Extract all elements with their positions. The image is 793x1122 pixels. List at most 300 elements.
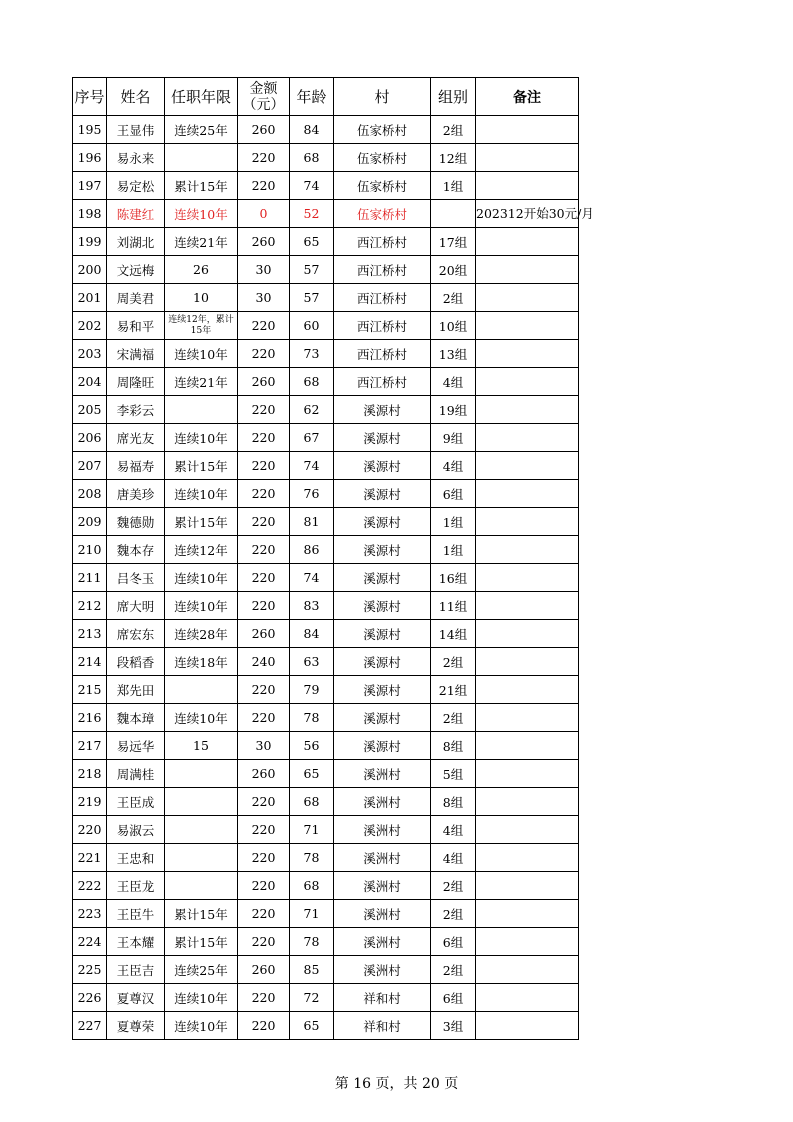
- cell-name: 王显伟: [107, 116, 165, 144]
- cell-name: 易远华: [107, 732, 165, 760]
- cell-tenure: 连续10年: [165, 1012, 238, 1040]
- table-row: [73, 284, 579, 312]
- cell-amount: 220: [238, 452, 290, 480]
- cell-village: 溪洲村: [334, 816, 431, 844]
- cell-group: 1组: [431, 536, 476, 564]
- cell-index: 207: [73, 452, 107, 480]
- header-note: 备注: [476, 78, 579, 116]
- cell-name: 宋满福: [107, 340, 165, 368]
- cell-tenure: 累计15年: [165, 172, 238, 200]
- cell-village: 溪源村: [334, 396, 431, 424]
- cell-tenure: [165, 144, 238, 172]
- cell-age: 72: [290, 984, 334, 1012]
- table-row: [73, 480, 579, 508]
- cell-amount: 260: [238, 956, 290, 984]
- cell-name: 王本耀: [107, 928, 165, 956]
- cell-amount: 220: [238, 788, 290, 816]
- table-row: [73, 536, 579, 564]
- cell-amount: 220: [238, 172, 290, 200]
- cell-note: [476, 452, 579, 480]
- cell-index: 196: [73, 144, 107, 172]
- table-row: [73, 844, 579, 872]
- cell-village: 溪源村: [334, 676, 431, 704]
- table-row: [73, 312, 579, 340]
- cell-index: 206: [73, 424, 107, 452]
- cell-note: [476, 396, 579, 424]
- cell-group: 2组: [431, 872, 476, 900]
- cell-note: [476, 760, 579, 788]
- cell-index: 220: [73, 816, 107, 844]
- cell-group: 2组: [431, 648, 476, 676]
- cell-note: [476, 256, 579, 284]
- cell-note: [476, 172, 579, 200]
- cell-index: 202: [73, 312, 107, 340]
- cell-index: 200: [73, 256, 107, 284]
- cell-note: [476, 228, 579, 256]
- cell-name: 席光友: [107, 424, 165, 452]
- cell-index: 219: [73, 788, 107, 816]
- header-index: 序号: [73, 78, 107, 116]
- cell-name: 席大明: [107, 592, 165, 620]
- cell-group: 1组: [431, 172, 476, 200]
- cell-amount: 220: [238, 480, 290, 508]
- cell-tenure: 15: [165, 732, 238, 760]
- table-row: [73, 592, 579, 620]
- cell-amount: 260: [238, 760, 290, 788]
- cell-amount: 220: [238, 900, 290, 928]
- table-row: [73, 900, 579, 928]
- table-row: [73, 732, 579, 760]
- cell-village: 西江桥村: [334, 368, 431, 396]
- cell-tenure: [165, 676, 238, 704]
- cell-name: 席宏东: [107, 620, 165, 648]
- cell-amount: 260: [238, 116, 290, 144]
- cell-age: 71: [290, 900, 334, 928]
- cell-tenure: [165, 396, 238, 424]
- cell-amount: 220: [238, 564, 290, 592]
- cell-village: 溪源村: [334, 424, 431, 452]
- cell-age: 60: [290, 312, 334, 340]
- cell-group: 19组: [431, 396, 476, 424]
- table-row: [73, 788, 579, 816]
- cell-group: 16组: [431, 564, 476, 592]
- cell-group: 20组: [431, 256, 476, 284]
- cell-age: 84: [290, 116, 334, 144]
- cell-name: 易永来: [107, 144, 165, 172]
- cell-tenure: 累计15年: [165, 928, 238, 956]
- cell-group: 3组: [431, 1012, 476, 1040]
- cell-amount: 220: [238, 1012, 290, 1040]
- cell-index: 225: [73, 956, 107, 984]
- cell-index: 221: [73, 844, 107, 872]
- cell-note: [476, 424, 579, 452]
- cell-village: 西江桥村: [334, 284, 431, 312]
- cell-tenure: 连续10年: [165, 340, 238, 368]
- cell-note: [476, 144, 579, 172]
- table-row: [73, 172, 579, 200]
- table-row: [73, 396, 579, 424]
- cell-note: [476, 956, 579, 984]
- cell-village: 溪洲村: [334, 956, 431, 984]
- cell-note: [476, 620, 579, 648]
- cell-index: 211: [73, 564, 107, 592]
- cell-index: 215: [73, 676, 107, 704]
- cell-village: 溪洲村: [334, 844, 431, 872]
- cell-tenure: [165, 788, 238, 816]
- cell-amount: 220: [238, 592, 290, 620]
- cell-village: 溪洲村: [334, 928, 431, 956]
- cell-tenure: 连续25年: [165, 116, 238, 144]
- cell-group: 4组: [431, 452, 476, 480]
- cell-age: 73: [290, 340, 334, 368]
- cell-tenure: 连续10年: [165, 592, 238, 620]
- cell-age: 65: [290, 1012, 334, 1040]
- cell-note: [476, 536, 579, 564]
- table-row: [73, 452, 579, 480]
- page-footer: 第 16 页，共 20 页: [334, 1076, 459, 1092]
- table-row: [73, 984, 579, 1012]
- table-row: [73, 648, 579, 676]
- roster-table: [72, 77, 594, 1040]
- cell-index: 212: [73, 592, 107, 620]
- cell-village: 祥和村: [334, 984, 431, 1012]
- cell-village: 溪源村: [334, 536, 431, 564]
- cell-note: [476, 844, 579, 872]
- cell-tenure: 连续10年: [165, 704, 238, 732]
- cell-age: 78: [290, 928, 334, 956]
- cell-note: 202312开始30元/月: [476, 200, 579, 228]
- cell-name: 王忠和: [107, 844, 165, 872]
- cell-name: 魏德勋: [107, 508, 165, 536]
- cell-tenure: 连续25年: [165, 956, 238, 984]
- cell-age: 68: [290, 788, 334, 816]
- cell-group: 4组: [431, 816, 476, 844]
- cell-tenure: 连续12年，累计15年: [165, 312, 238, 340]
- cell-name: 王臣龙: [107, 872, 165, 900]
- cell-index: 205: [73, 396, 107, 424]
- cell-group: 6组: [431, 928, 476, 956]
- cell-amount: 30: [238, 256, 290, 284]
- cell-village: 溪源村: [334, 480, 431, 508]
- cell-name: 夏尊荣: [107, 1012, 165, 1040]
- cell-group: 2组: [431, 900, 476, 928]
- cell-village: 伍家桥村: [334, 144, 431, 172]
- cell-age: 57: [290, 256, 334, 284]
- cell-group: [431, 200, 476, 228]
- cell-village: 溪源村: [334, 704, 431, 732]
- cell-group: 8组: [431, 788, 476, 816]
- cell-age: 68: [290, 368, 334, 396]
- cell-amount: 260: [238, 368, 290, 396]
- cell-index: 195: [73, 116, 107, 144]
- cell-amount: 220: [238, 144, 290, 172]
- cell-note: [476, 984, 579, 1012]
- header-tenure: 任职年限: [165, 78, 238, 116]
- cell-name: 魏本璋: [107, 704, 165, 732]
- cell-name: 易淑云: [107, 816, 165, 844]
- cell-amount: 220: [238, 704, 290, 732]
- cell-tenure: [165, 844, 238, 872]
- cell-group: 2组: [431, 956, 476, 984]
- cell-group: 17组: [431, 228, 476, 256]
- table-row: [73, 368, 579, 396]
- table-row: [73, 928, 579, 956]
- cell-note: [476, 816, 579, 844]
- cell-group: 2组: [431, 284, 476, 312]
- table-row: [73, 1012, 579, 1040]
- table-row: [73, 704, 579, 732]
- cell-index: 226: [73, 984, 107, 1012]
- header-row: [73, 78, 579, 116]
- cell-group: 6组: [431, 984, 476, 1012]
- cell-name: 易福寿: [107, 452, 165, 480]
- cell-village: 西江桥村: [334, 256, 431, 284]
- cell-age: 52: [290, 200, 334, 228]
- cell-village: 伍家桥村: [334, 200, 431, 228]
- cell-amount: 220: [238, 424, 290, 452]
- cell-tenure: 连续10年: [165, 480, 238, 508]
- cell-amount: 220: [238, 340, 290, 368]
- cell-note: [476, 676, 579, 704]
- cell-tenure: 10: [165, 284, 238, 312]
- cell-name: 吕冬玉: [107, 564, 165, 592]
- table-row: [73, 340, 579, 368]
- cell-index: 213: [73, 620, 107, 648]
- cell-amount: 30: [238, 732, 290, 760]
- cell-group: 14组: [431, 620, 476, 648]
- cell-note: [476, 1012, 579, 1040]
- cell-age: 86: [290, 536, 334, 564]
- cell-tenure: [165, 872, 238, 900]
- cell-tenure: 连续10年: [165, 564, 238, 592]
- cell-village: 溪源村: [334, 592, 431, 620]
- cell-note: [476, 872, 579, 900]
- table-row: [73, 760, 579, 788]
- cell-amount: 220: [238, 816, 290, 844]
- cell-age: 78: [290, 844, 334, 872]
- cell-index: 214: [73, 648, 107, 676]
- cell-village: 西江桥村: [334, 312, 431, 340]
- cell-group: 8组: [431, 732, 476, 760]
- cell-name: 夏尊汉: [107, 984, 165, 1012]
- cell-age: 85: [290, 956, 334, 984]
- cell-name: 刘湖北: [107, 228, 165, 256]
- cell-tenure: 连续21年: [165, 368, 238, 396]
- cell-group: 21组: [431, 676, 476, 704]
- cell-age: 74: [290, 172, 334, 200]
- cell-name: 文远梅: [107, 256, 165, 284]
- cell-village: 伍家桥村: [334, 172, 431, 200]
- table-row: [73, 508, 579, 536]
- cell-age: 65: [290, 228, 334, 256]
- cell-index: 198: [73, 200, 107, 228]
- cell-group: 1组: [431, 508, 476, 536]
- cell-village: 伍家桥村: [334, 116, 431, 144]
- cell-name: 郑先田: [107, 676, 165, 704]
- cell-amount: 260: [238, 620, 290, 648]
- cell-village: 西江桥村: [334, 340, 431, 368]
- cell-index: 217: [73, 732, 107, 760]
- cell-amount: 260: [238, 228, 290, 256]
- cell-group: 4组: [431, 368, 476, 396]
- cell-index: 227: [73, 1012, 107, 1040]
- cell-group: 5组: [431, 760, 476, 788]
- cell-index: 208: [73, 480, 107, 508]
- cell-age: 84: [290, 620, 334, 648]
- cell-index: 201: [73, 284, 107, 312]
- cell-age: 74: [290, 564, 334, 592]
- cell-note: [476, 368, 579, 396]
- cell-name: 陈建红: [107, 200, 165, 228]
- cell-group: 6组: [431, 480, 476, 508]
- cell-name: 周美君: [107, 284, 165, 312]
- cell-village: 溪洲村: [334, 900, 431, 928]
- cell-amount: 220: [238, 844, 290, 872]
- cell-group: 13组: [431, 340, 476, 368]
- cell-age: 57: [290, 284, 334, 312]
- cell-age: 81: [290, 508, 334, 536]
- cell-amount: 220: [238, 508, 290, 536]
- cell-tenure: 累计15年: [165, 900, 238, 928]
- cell-index: 218: [73, 760, 107, 788]
- table-row: [73, 676, 579, 704]
- cell-group: 10组: [431, 312, 476, 340]
- cell-group: 9组: [431, 424, 476, 452]
- cell-village: 溪源村: [334, 648, 431, 676]
- cell-amount: 0: [238, 200, 290, 228]
- cell-amount: 30: [238, 284, 290, 312]
- cell-village: 祥和村: [334, 1012, 431, 1040]
- table-row: [73, 256, 579, 284]
- cell-age: 74: [290, 452, 334, 480]
- cell-age: 62: [290, 396, 334, 424]
- cell-village: 溪源村: [334, 732, 431, 760]
- cell-age: 78: [290, 704, 334, 732]
- cell-age: 63: [290, 648, 334, 676]
- header-village: 村: [334, 78, 431, 116]
- cell-age: 68: [290, 872, 334, 900]
- cell-note: [476, 564, 579, 592]
- cell-note: [476, 340, 579, 368]
- cell-note: [476, 480, 579, 508]
- cell-note: [476, 312, 579, 340]
- cell-amount: 220: [238, 872, 290, 900]
- cell-tenure: 累计15年: [165, 508, 238, 536]
- cell-note: [476, 284, 579, 312]
- table-row: [73, 564, 579, 592]
- cell-age: 56: [290, 732, 334, 760]
- cell-index: 199: [73, 228, 107, 256]
- cell-note: [476, 508, 579, 536]
- header-group: 组别: [431, 78, 476, 116]
- cell-name: 王臣吉: [107, 956, 165, 984]
- cell-tenure: 连续18年: [165, 648, 238, 676]
- cell-tenure: [165, 760, 238, 788]
- cell-village: 溪洲村: [334, 788, 431, 816]
- cell-name: 易和平: [107, 312, 165, 340]
- cell-index: 197: [73, 172, 107, 200]
- cell-tenure: 连续10年: [165, 424, 238, 452]
- cell-name: 王臣成: [107, 788, 165, 816]
- cell-tenure: 累计15年: [165, 452, 238, 480]
- cell-tenure: 连续21年: [165, 228, 238, 256]
- cell-tenure: 连续12年: [165, 536, 238, 564]
- table-row: [73, 620, 579, 648]
- cell-note: [476, 732, 579, 760]
- cell-age: 71: [290, 816, 334, 844]
- cell-amount: 220: [238, 928, 290, 956]
- cell-tenure: 连续10年: [165, 984, 238, 1012]
- cell-index: 222: [73, 872, 107, 900]
- cell-name: 段稻香: [107, 648, 165, 676]
- cell-index: 224: [73, 928, 107, 956]
- cell-amount: 220: [238, 312, 290, 340]
- cell-age: 68: [290, 144, 334, 172]
- header-age: 年龄: [290, 78, 334, 116]
- cell-group: 2组: [431, 116, 476, 144]
- cell-amount: 220: [238, 536, 290, 564]
- cell-name: 王臣牛: [107, 900, 165, 928]
- table-row: [73, 116, 579, 144]
- table-body: [73, 116, 594, 1040]
- cell-group: 2组: [431, 704, 476, 732]
- cell-village: 西江桥村: [334, 228, 431, 256]
- cell-amount: 220: [238, 396, 290, 424]
- cell-tenure: 连续28年: [165, 620, 238, 648]
- cell-amount: 220: [238, 984, 290, 1012]
- cell-age: 83: [290, 592, 334, 620]
- cell-index: 209: [73, 508, 107, 536]
- cell-index: 203: [73, 340, 107, 368]
- cell-name: 唐美珍: [107, 480, 165, 508]
- table-row: [73, 956, 579, 984]
- header-amount: 金额（元）: [238, 78, 290, 116]
- cell-index: 204: [73, 368, 107, 396]
- cell-village: 溪源村: [334, 620, 431, 648]
- cell-name: 魏本存: [107, 536, 165, 564]
- cell-age: 65: [290, 760, 334, 788]
- cell-group: 11组: [431, 592, 476, 620]
- cell-index: 216: [73, 704, 107, 732]
- cell-note: [476, 592, 579, 620]
- cell-name: 周隆旺: [107, 368, 165, 396]
- cell-tenure: 连续10年: [165, 200, 238, 228]
- table-row: [73, 872, 579, 900]
- cell-age: 79: [290, 676, 334, 704]
- cell-note: [476, 648, 579, 676]
- cell-name: 易定松: [107, 172, 165, 200]
- cell-index: 223: [73, 900, 107, 928]
- cell-note: [476, 928, 579, 956]
- cell-tenure: 26: [165, 256, 238, 284]
- cell-group: 4组: [431, 844, 476, 872]
- header-name: 姓名: [107, 78, 165, 116]
- cell-tenure: [165, 816, 238, 844]
- cell-amount: 220: [238, 676, 290, 704]
- cell-village: 溪源村: [334, 508, 431, 536]
- cell-name: 李彩云: [107, 396, 165, 424]
- cell-amount: 240: [238, 648, 290, 676]
- cell-village: 溪源村: [334, 452, 431, 480]
- table-row: [73, 228, 579, 256]
- cell-index: 210: [73, 536, 107, 564]
- cell-note: [476, 116, 579, 144]
- table-row: [73, 816, 579, 844]
- table-row: [73, 424, 579, 452]
- cell-village: 溪洲村: [334, 872, 431, 900]
- cell-note: [476, 900, 579, 928]
- table-row: [73, 144, 579, 172]
